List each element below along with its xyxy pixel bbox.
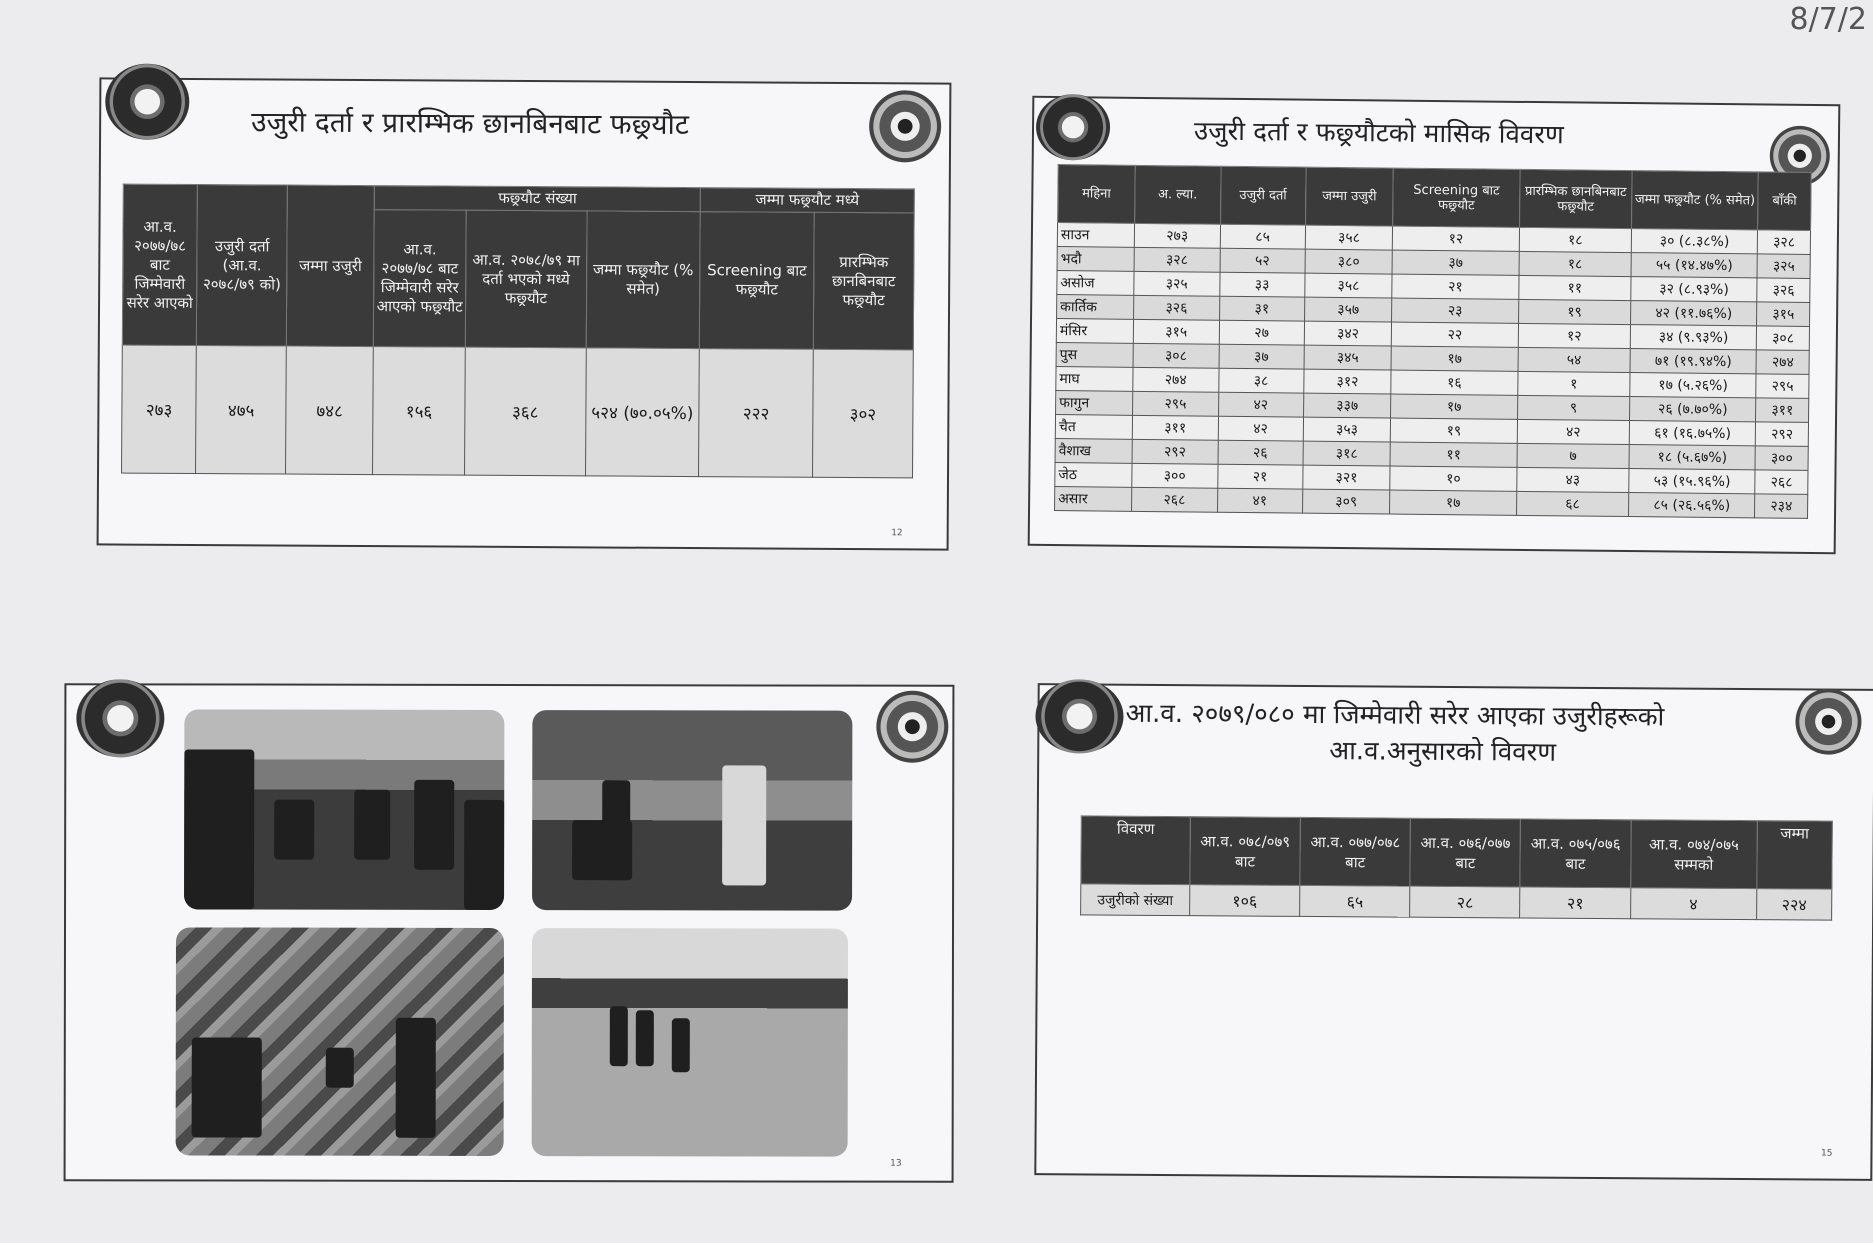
table-cell: ३११ [1756, 398, 1809, 423]
table-cell: ५२४ (७०.०५%) [585, 348, 699, 477]
month-cell: मंसिर [1056, 319, 1133, 344]
table-cell: ३५८ [1305, 225, 1393, 250]
table-cell: ३१५ [1757, 302, 1810, 327]
table-cell: ४२ [1517, 419, 1629, 444]
table-cell: ३३ [1219, 272, 1305, 297]
table-cell: ३५३ [1303, 417, 1391, 442]
table-cell: ३१८ [1303, 441, 1391, 466]
table-cell: २७३ [122, 345, 197, 473]
month-cell: साउन [1057, 223, 1134, 248]
table-cell: २७ [1219, 320, 1305, 345]
table-cell: २६ [1218, 440, 1304, 465]
col-header: जम्मा फछ्र्यौट (% समेत) [586, 211, 700, 349]
table-cell: २७३ [1134, 223, 1220, 248]
month-cell: जेठ [1055, 463, 1132, 488]
table-cell: २३ [1392, 298, 1519, 323]
table-cell: ५२ [1220, 248, 1306, 273]
table-cell: २७४ [1133, 367, 1219, 392]
slide-photos [64, 683, 955, 1183]
col-header: प्रारम्भिक छानबिनबाट फछ्र्यौट [813, 212, 914, 350]
page-number: 12 [891, 528, 903, 539]
table-cell: ८५ (२६.५६%) [1628, 493, 1755, 518]
table-cell: २९५ [1133, 391, 1219, 416]
table-cell: ८५ [1220, 224, 1306, 249]
table-cell: ३४२ [1304, 321, 1392, 346]
col-header: प्रारम्भिक छानबिनबाट फछ्र्यौट [1519, 169, 1632, 228]
col-header: आ.व. ०७५/०७६ बाट [1520, 819, 1631, 888]
slide-title: उजुरी दर्ता र प्रारम्भिक छानबिनबाट फछ्र्यौट [251, 105, 689, 142]
table-cell: ३०० [1132, 463, 1218, 488]
month-cell: फागुन [1056, 391, 1133, 416]
table-cell: २९५ [1756, 374, 1809, 399]
table-cell: ३७ [1219, 344, 1305, 369]
table-cell: १७ [1391, 394, 1518, 419]
slide-title: उजुरी दर्ता र फछ्र्यौटको मासिक विवरण [1193, 116, 1564, 151]
table-cell: २८ [1410, 886, 1520, 918]
table-cell: १० [1390, 466, 1517, 491]
table-cell: १७ [1390, 490, 1517, 515]
table-cell: उजुरीको संख्या [1081, 884, 1190, 916]
table-cell: २९२ [1756, 422, 1809, 447]
field-visit-photo [532, 928, 848, 1157]
table-cell: ३०० [1755, 446, 1808, 471]
col-header: Screening बाट फछ्र्यौट [700, 212, 815, 350]
ciaa-emblem-icon [1795, 688, 1861, 754]
table-cell: ३४ (९.९३%) [1630, 325, 1757, 350]
month-cell: वैशाख [1055, 439, 1132, 464]
table-cell: १९ [1518, 299, 1630, 324]
slide-title-line2: आ.व.अनुसारको विवरण [1329, 736, 1557, 768]
table-cell: ११ [1390, 442, 1517, 467]
government-emblem-icon [1036, 94, 1111, 161]
table-cell: १७ [1391, 346, 1518, 371]
table-cell: ३५७ [1304, 297, 1392, 322]
slide-title-line1: आ.व. २०७९/०८० मा जिम्मेवारी सरेर आएका उजुरीहरूको [1125, 698, 1665, 733]
table-cell: ३२८ [1758, 230, 1811, 255]
col-header: महिना [1058, 165, 1136, 224]
table-cell: ६१ (१६.७५%) [1629, 421, 1756, 446]
table-cell: ४७५ [196, 346, 287, 475]
table-cell: २६८ [1755, 470, 1808, 495]
table-cell: ३२१ [1303, 465, 1391, 490]
group-header: फछ्र्यौट संख्या [374, 186, 700, 212]
table-cell: ३८ [1218, 368, 1304, 393]
month-cell: असार [1055, 487, 1132, 512]
page-number: 15 [1820, 1148, 1833, 1159]
table-cell: ४ [1630, 888, 1757, 920]
month-cell: चैत [1055, 415, 1132, 440]
table-cell: ४२ [1218, 416, 1304, 441]
corner-date: 8/7/2 [1789, 2, 1867, 37]
col-header: जम्मा उजुरी [286, 185, 374, 347]
table-cell: ६५ [1300, 885, 1410, 917]
government-emblem-icon [105, 63, 189, 140]
col-header: जम्मा उजुरी [1305, 167, 1393, 226]
table-cell: १५६ [373, 347, 466, 476]
table-cell: ५३ (१५.९६%) [1629, 469, 1756, 494]
col-header: आ.व. ०७८/०७९ बाट [1190, 817, 1301, 886]
table-cell: १८ [1519, 227, 1631, 252]
table-cell: ३२६ [1134, 295, 1220, 320]
col-header: आ.व. ०७४/०७५ सम्मको [1630, 820, 1757, 889]
table-cell: ३३७ [1303, 393, 1391, 418]
table-cell: २९२ [1132, 439, 1218, 464]
table-cell: २२४ [1757, 889, 1832, 921]
table-cell: ३७ [1392, 250, 1519, 275]
table-cell: २३४ [1755, 494, 1808, 519]
col-header: आ.व. २०७७/७८ बाट जिम्मेवारी सरेर आएको फछ्र्यौट [374, 210, 467, 348]
hillside-inspection-photo [176, 927, 504, 1156]
col-header: आ.व. २०७७/७८ बाट जिम्मेवारी सरेर आएको [122, 184, 197, 345]
col-header: उजुरी दर्ता [1220, 166, 1306, 225]
site-inspection-photo [532, 710, 852, 911]
col-header: जम्मा [1757, 821, 1832, 890]
table-cell: ९ [1517, 395, 1629, 420]
table-cell: ६८ [1516, 491, 1628, 516]
table-cell: ३६८ [465, 347, 586, 476]
table-cell: २१ [1520, 887, 1630, 919]
ciaa-emblem-icon [869, 90, 941, 162]
table-cell: ४३ [1517, 467, 1629, 492]
table-cell: ४२ (११.७६%) [1630, 301, 1757, 326]
table-cell: २१ [1392, 274, 1519, 299]
table-cell: ३८० [1305, 249, 1393, 274]
table-cell: २६ (७.७०%) [1629, 397, 1756, 422]
carryover-table [1080, 815, 1833, 920]
meeting-photo [184, 709, 504, 910]
government-emblem-icon [1035, 679, 1124, 754]
month-cell: पुस [1056, 343, 1133, 368]
table-cell: १८ (५.६७%) [1629, 445, 1756, 470]
table-cell: ४१ [1217, 488, 1303, 513]
table-cell: २२२ [699, 349, 814, 478]
table-cell: २२ [1392, 322, 1519, 347]
table-cell: ११ [1519, 275, 1631, 300]
table-cell: १८ [1519, 251, 1631, 276]
table-cell: ७४८ [286, 346, 374, 475]
table-cell: १९ [1391, 418, 1518, 443]
table-cell: ३१२ [1304, 369, 1392, 394]
col-header: Screening बाट फछ्र्यौट [1393, 168, 1520, 227]
table-cell: १६ [1391, 370, 1518, 395]
monthly-table [1054, 164, 1812, 519]
table-cell: १२ [1393, 226, 1520, 251]
table-cell: २७४ [1756, 350, 1809, 375]
table-cell: ३१ [1219, 296, 1305, 321]
table-cell: १ [1518, 371, 1630, 396]
table-cell: ३२ (८.९३%) [1631, 277, 1758, 302]
table-cell: ३२८ [1134, 247, 1220, 272]
group-header: जम्मा फछ्र्यौट मध्ये [700, 188, 914, 213]
table-cell: ७ [1517, 443, 1629, 468]
table-cell: ३५८ [1305, 273, 1393, 298]
table-cell: ३०२ [813, 349, 914, 478]
table-cell: ३०८ [1133, 343, 1219, 368]
table-cell: ३०८ [1757, 326, 1810, 351]
table-cell: ३२६ [1757, 278, 1810, 303]
table-cell: ३४५ [1304, 345, 1392, 370]
page-number: 13 [890, 1158, 902, 1169]
col-header: बाँकी [1758, 172, 1811, 231]
table-cell: ३० (८.३८%) [1631, 229, 1758, 254]
col-header: आ.व. ०७६/०७७ बाट [1410, 818, 1521, 887]
col-header: उजुरी दर्ता (आ.व. २०७८/७९ को) [197, 185, 288, 347]
table-cell: ३२५ [1757, 254, 1810, 279]
table-cell: ५५ (१४.४७%) [1631, 253, 1758, 278]
table-cell: ३२५ [1134, 271, 1220, 296]
month-cell: माघ [1056, 367, 1133, 392]
month-cell: भदौ [1057, 247, 1134, 272]
slide-summary [97, 77, 952, 550]
table-cell: १०६ [1190, 885, 1300, 917]
slide-monthly [1028, 96, 1841, 554]
table-cell: ३११ [1132, 415, 1218, 440]
monthly-table-body [1055, 223, 1811, 519]
table-cell: १२ [1518, 323, 1630, 348]
table-cell: १७ (५.२६%) [1630, 373, 1757, 398]
table-cell: ५४ [1518, 347, 1630, 372]
table-cell: ४२ [1218, 392, 1304, 417]
col-header: आ.व. ०७७/०७८ बाट [1300, 817, 1411, 886]
summary-table [121, 184, 915, 479]
col-header: जम्मा फछ्र्यौट (% समेत) [1631, 171, 1758, 230]
month-cell: असोज [1057, 271, 1134, 296]
table-cell: ३०९ [1302, 489, 1390, 514]
col-header: आ.व. २०७८/७९ मा दर्ता भएको मध्ये फछ्र्यौट [465, 210, 587, 348]
table-cell: ७१ (१९.९४%) [1630, 349, 1757, 374]
table-cell: २६८ [1132, 487, 1218, 512]
table-cell: २१ [1217, 464, 1303, 489]
ciaa-emblem-icon [876, 691, 948, 763]
table-cell: ३१५ [1133, 319, 1219, 344]
government-emblem-icon [76, 679, 164, 757]
col-header: विवरण [1081, 816, 1190, 885]
slide-carryover [1034, 683, 1873, 1181]
month-cell: कार्तिक [1057, 295, 1134, 320]
col-header: अ. ल्या. [1135, 165, 1221, 224]
